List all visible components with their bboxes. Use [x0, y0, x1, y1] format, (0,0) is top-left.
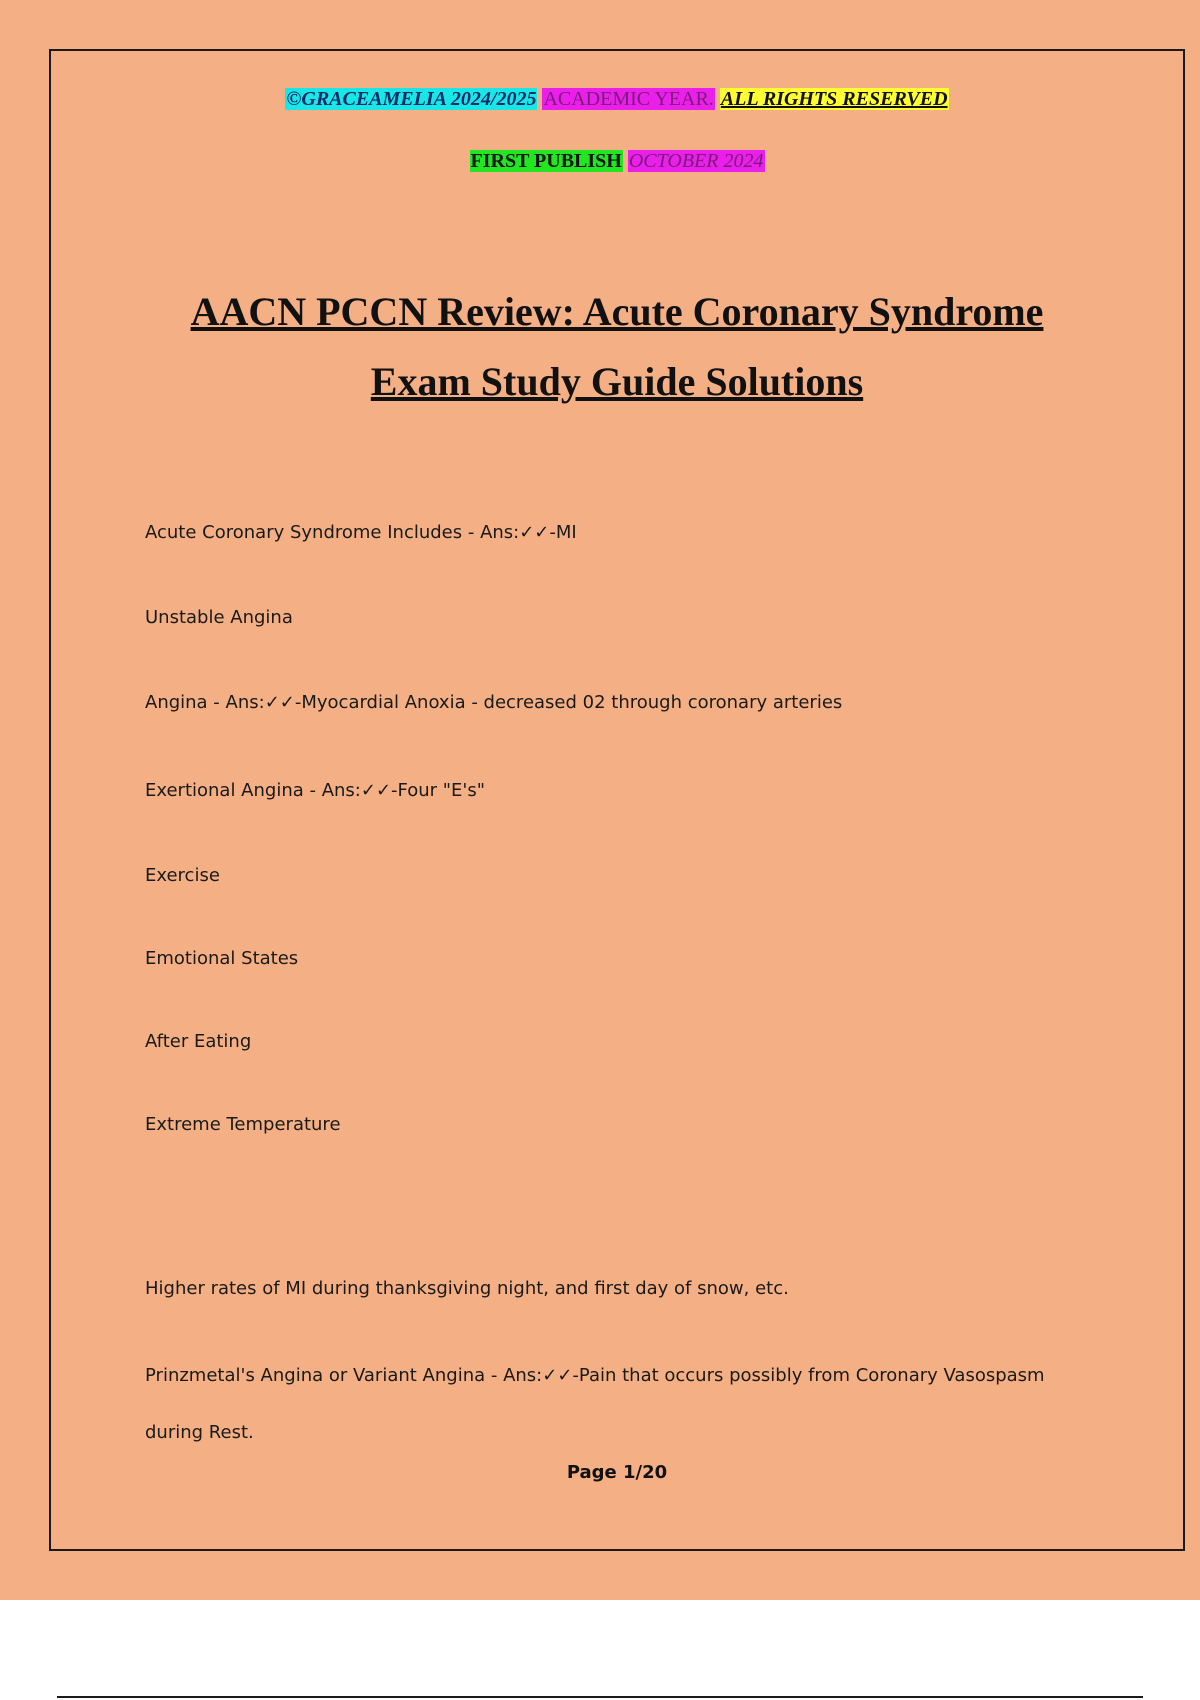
publish-header	[51, 149, 1183, 173]
list-item-exercise: Exercise	[145, 865, 220, 886]
page-number: Page 1/20	[566, 1462, 668, 1483]
list-item-emotional-states: Emotional States	[145, 948, 299, 969]
page-border	[49, 49, 1185, 1551]
list-item-after-eating: After Eating	[145, 1031, 252, 1052]
first-publish-text: FIRST PUBLISH	[470, 150, 622, 172]
list-item-unstable-angina: Unstable Angina	[145, 607, 293, 628]
note-higher-mi-rates: Higher rates of MI during thanksgiving night, and first day of snow, etc.	[145, 1278, 789, 1299]
qa-entry-prinzmetal-angina: Prinzmetal's Angina or Variant Angina - Ans:✓✓-Pain that occurs possibly from Coronary Vasospasm	[145, 1365, 1045, 1386]
qa-entry-angina: Angina - Ans:✓✓-Myocardial Anoxia - decreased 02 through coronary arteries	[145, 692, 843, 713]
copyright-text: ©GRACEAMELIA 2024/2025	[286, 88, 537, 110]
document-title-line-1: AACN PCCN Review: Acute Coronary Syndrome	[190, 289, 1044, 334]
qa-entry-exertional-angina: Exertional Angina - Ans:✓✓-Four "E's"	[145, 780, 486, 801]
rights-reserved-text: ALL RIGHTS RESERVED	[720, 88, 948, 110]
qa-entry-prinzmetal-continued: during Rest.	[145, 1422, 254, 1443]
document-title-line-2: Exam Study Guide Solutions	[370, 359, 864, 404]
list-item-extreme-temperature: Extreme Temperature	[145, 1114, 341, 1135]
footer-divider	[57, 1696, 1143, 1698]
copyright-header	[51, 87, 1183, 111]
qa-entry-acs-includes: Acute Coronary Syndrome Includes - Ans:✓✓-MI	[145, 522, 577, 543]
publish-date-text: OCTOBER 2024	[628, 150, 764, 172]
academic-year-text: ACADEMIC YEAR.	[543, 88, 714, 110]
